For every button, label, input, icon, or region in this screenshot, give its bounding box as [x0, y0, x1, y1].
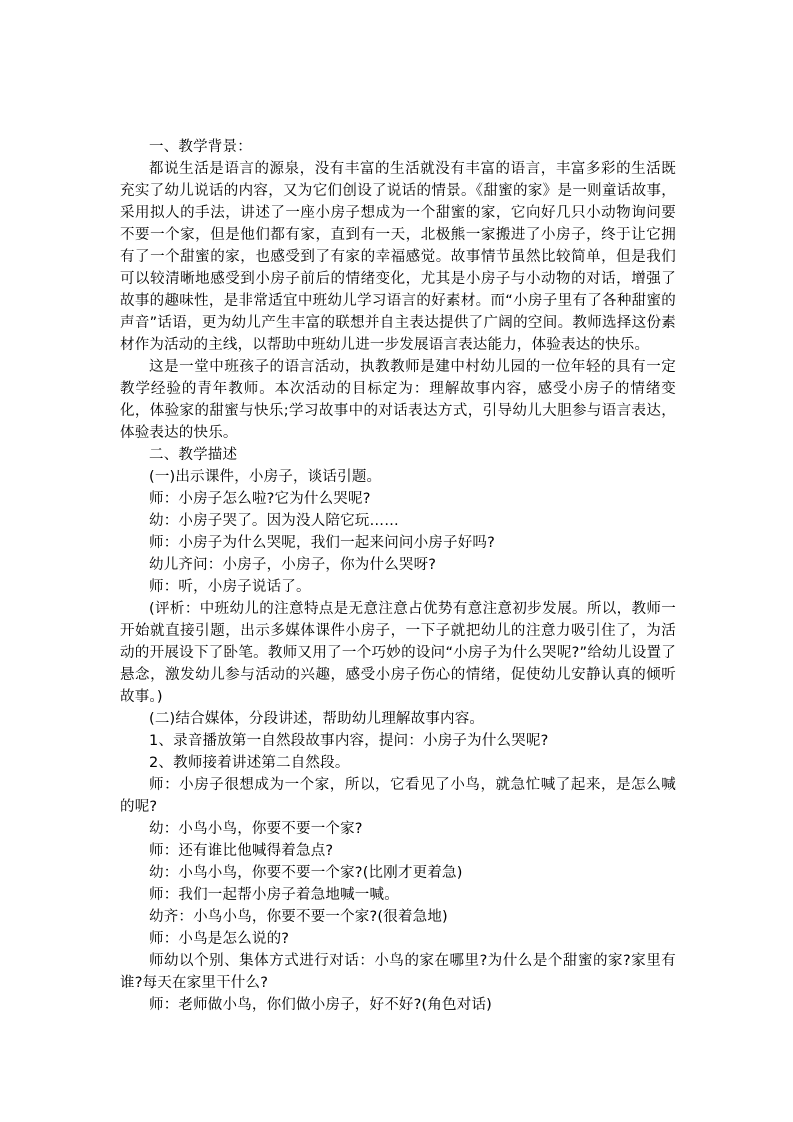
dialogue-line: 幼：小鸟小鸟，你要不要一个家?(比刚才更着急) — [149, 865, 463, 881]
dialogue-line: 幼：小房子哭了。因为没人陪它玩…… — [149, 513, 399, 529]
paragraph: 师幼以个别、集体方式进行对话：小鸟的家在哪里?为什么是个甜蜜的家?家里有谁?每天在家里干什么? — [120, 953, 676, 991]
paragraph: 都说生活是语言的源泉，没有丰富的生活就没有丰富的语言，丰富多彩的生活既充实了幼儿说话的内容，又为它们创设了说话的情景。《甜蜜的家》是一则童话故事，采用拟人的手法，讲述了一座小房子想成为一个甜蜜的家，它向好几只小动物询问要不要一个家，但是他们都有家，直到有一天，北极熊一家搬进了小房子，终于让它拥有了一个甜蜜的家，也感受到了有家的幸福感觉。故事情节虽然比较简单，但是我们可以较清晰地感受到小房子前后的情绪变化，尤其是小房子与小动物的对话，增强了故事的趣味性，是非常适宜中班幼儿学习语言的好素材。而“小房子里有了各种甜蜜的声音”话语，更为幼儿产生丰富的联想并自主表达提供了广阔的空间。教师选择这份素材作为活动的主线，以帮助中班幼儿进一步发展语言表达能力，体验表达的快乐。 — [120, 161, 676, 353]
dialogue-line: 师：小鸟是怎么说的? — [149, 931, 290, 947]
list-item: 2、教师接着讲述第二自然段。 — [149, 755, 350, 771]
section-heading-background: 一、教学背景： — [149, 139, 252, 155]
commentary-paragraph: (评析：中班幼儿的注意特点是无意注意占优势有意注意初步发展。所以，教师一开始就直接引题，出示多媒体课件小房子，一下子就把幼儿的注意力吸引住了，为活动的开展设下了卧笔。教师又用了一个巧妙的设问“小房子为什么哭呢?”给幼儿设置了悬念，激发幼儿参与活动的兴趣，感受小房子伤心的情绪，促使幼儿安静认真的倾听故事。) — [120, 601, 676, 705]
document-body — [120, 136, 676, 1016]
dialogue-line: 师：听，小房子说话了。 — [149, 579, 311, 595]
section-heading-description: 二、教学描述 — [149, 447, 238, 463]
dialogue-line: 幼齐：小鸟小鸟，你要不要一个家?(很着急地) — [149, 909, 448, 925]
paragraph: 这是一堂中班孩子的语言活动，执教教师是建中村幼儿园的一位年轻的具有一定教学经验的青年教师。本次活动的目标定为：理解故事内容，感受小房子的情绪变化，体验家的甜蜜与快乐;学习故事中的对话表达方式，引导幼儿大胆参与语言表达，体验表达的快乐。 — [120, 359, 676, 441]
dialogue-line: 师：小房子很想成为一个家，所以，它看见了小鸟，就急忙喊了起来，是怎么喊的呢? — [120, 777, 676, 815]
subsection-heading: (一)出示课件，小房子，谈话引题。 — [149, 469, 382, 485]
dialogue-line: 师：我们一起帮小房子着急地喊一喊。 — [149, 887, 399, 903]
dialogue-line: 师：小房子怎么啦?它为什么哭呢? — [149, 491, 371, 507]
dialogue-line: 幼：小鸟小鸟，你要不要一个家? — [149, 821, 363, 837]
dialogue-line: 师：老师做小鸟，你们做小房子，好不好?(角色对话) — [149, 997, 493, 1013]
dialogue-line: 幼儿齐问：小房子，小房子，你为什么哭呀? — [149, 557, 437, 573]
dialogue-line: 师：还有谁比他喊得着急点? — [149, 843, 334, 859]
subsection-heading: (二)结合媒体，分段讲述，帮助幼儿理解故事内容。 — [149, 711, 485, 727]
dialogue-line: 师：小房子为什么哭呢，我们一起来问问小房子好吗? — [149, 535, 495, 551]
list-item: 1、录音播放第一自然段故事内容，提问：小房子为什么哭呢? — [149, 733, 549, 749]
